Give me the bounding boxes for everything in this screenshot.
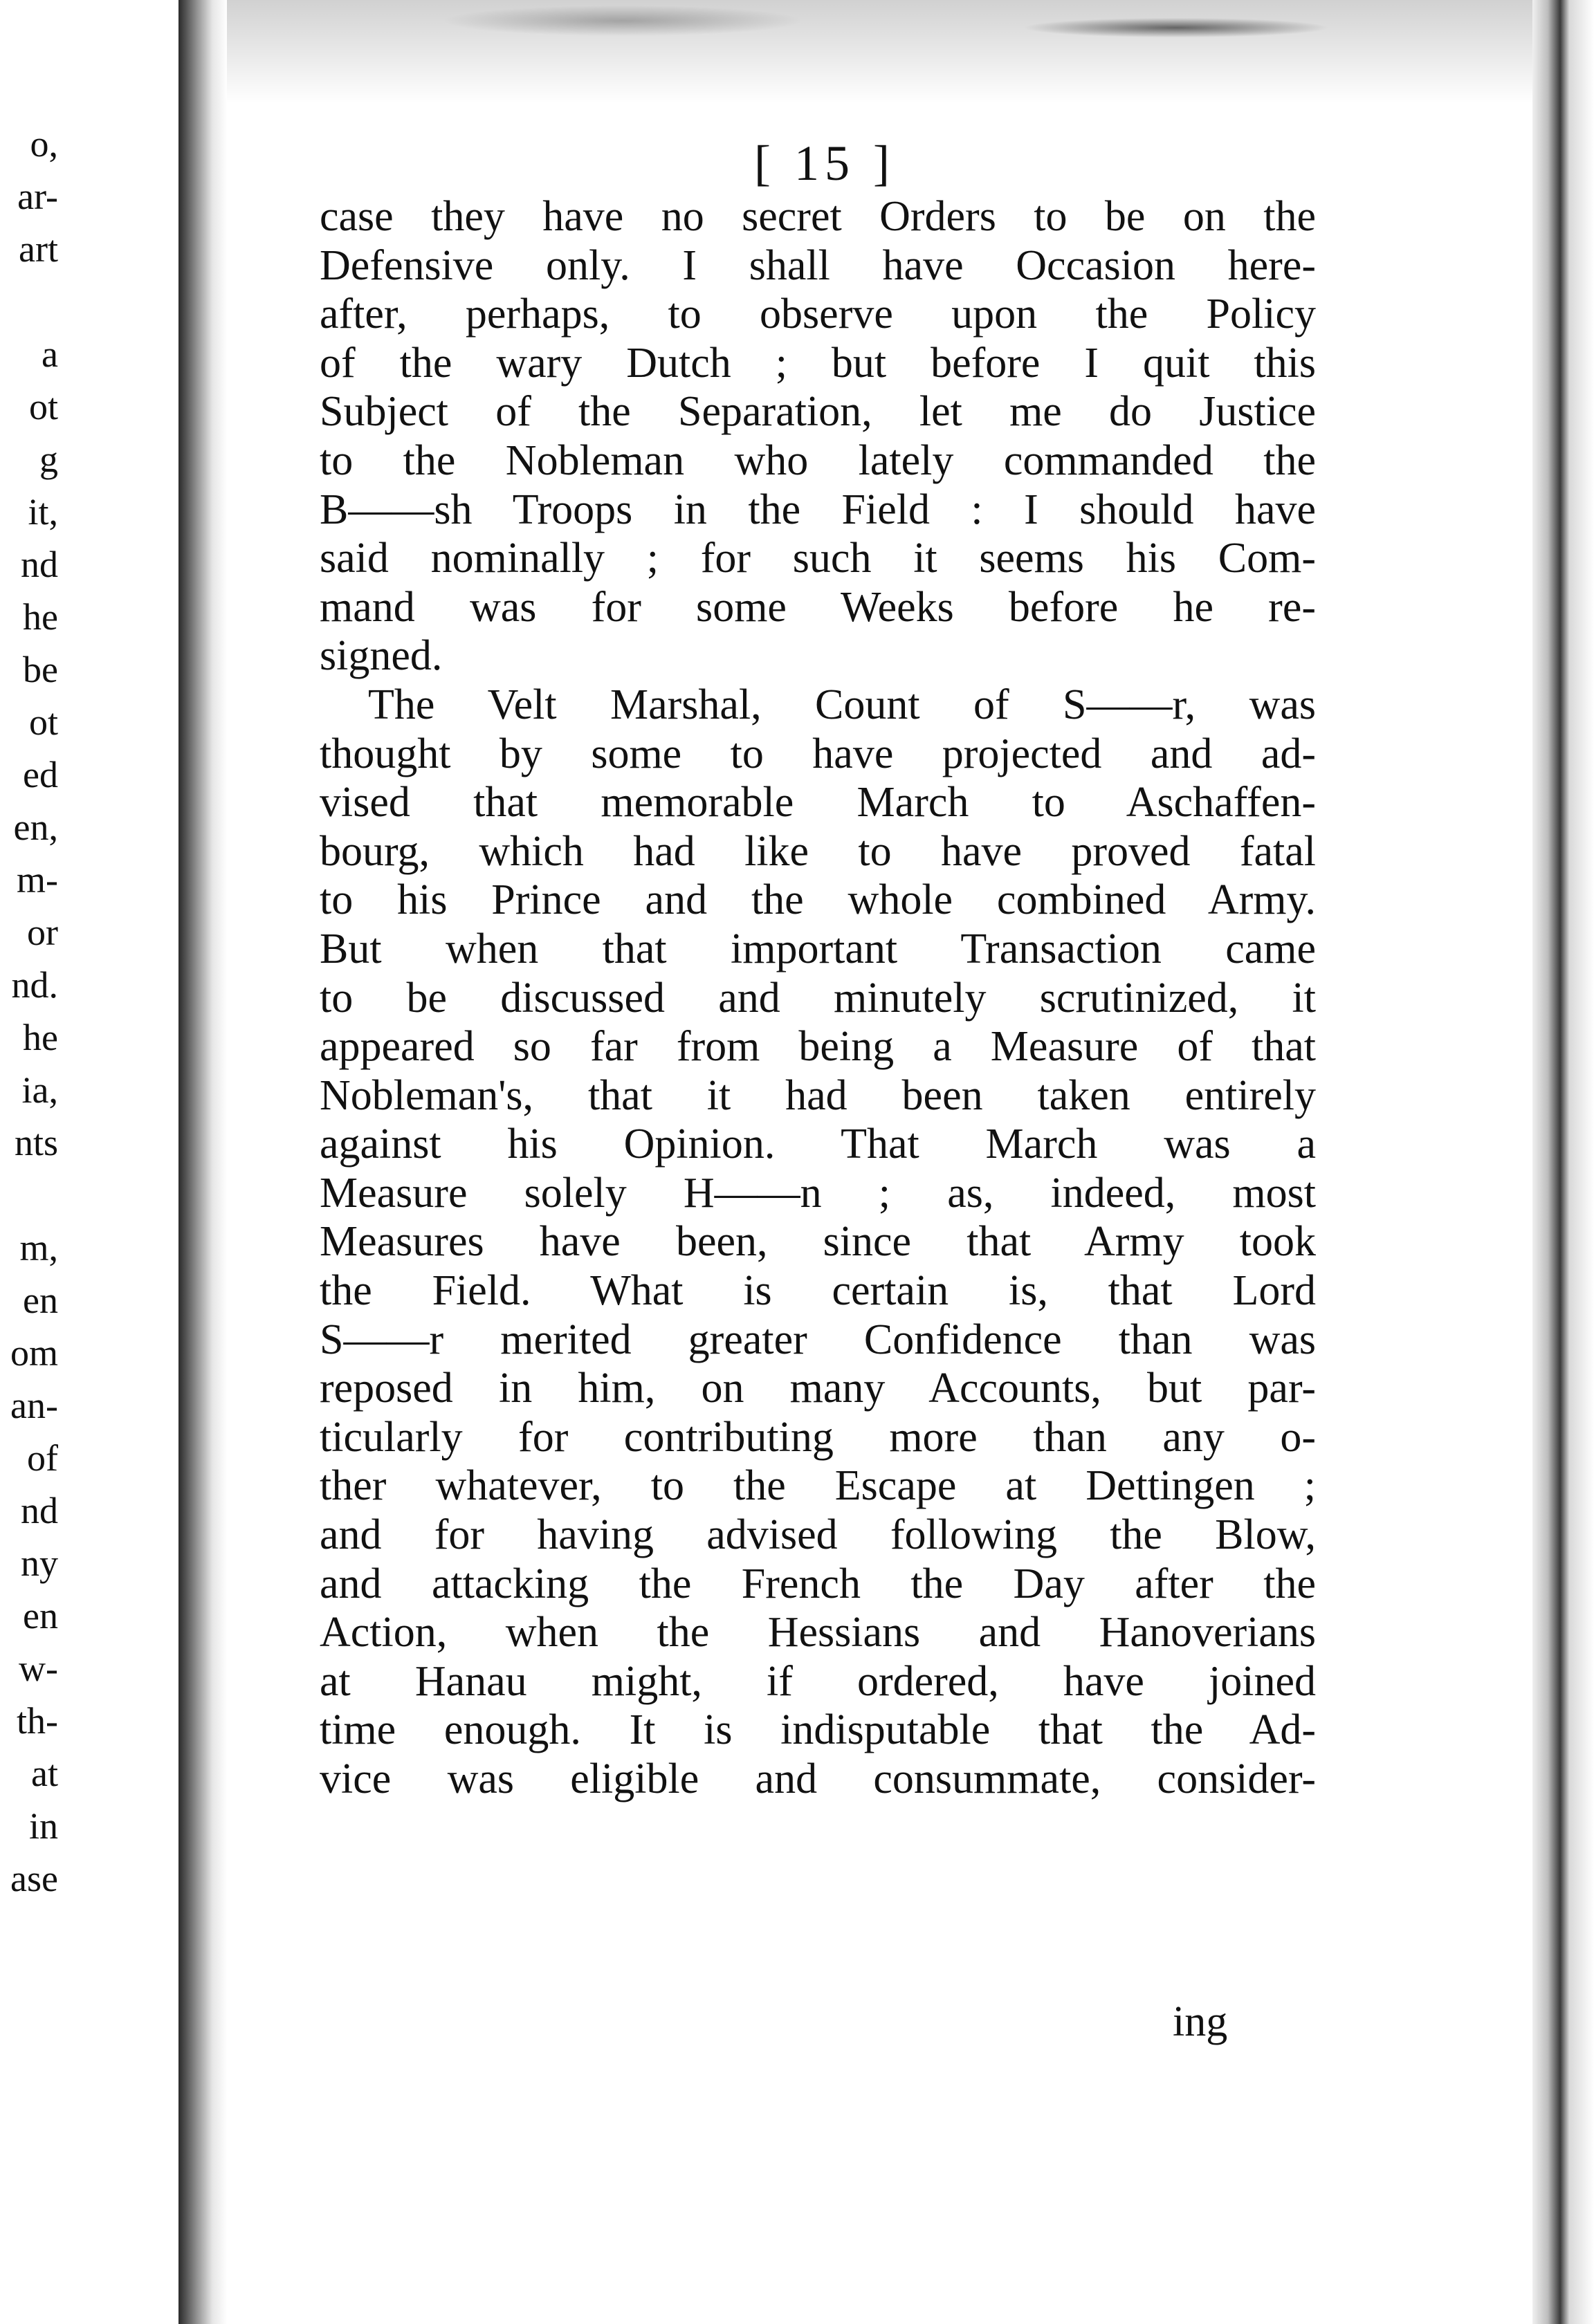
facing-line: ed (23, 754, 58, 795)
facing-line: m- (17, 859, 58, 901)
text-line: S——r merited greater Confidence than was (320, 1316, 1316, 1363)
facing-line: he (23, 596, 58, 638)
text-line: The Velt Marshal, Count of S——r, was (368, 681, 1316, 728)
text-line: to be discussed and minutely scrutinized, it (320, 974, 1316, 1022)
facing-line: at (31, 1753, 58, 1794)
facing-line: nts (14, 1122, 58, 1163)
body-text (320, 192, 1316, 1804)
facing-line: of (27, 1437, 58, 1479)
facing-line: o, (30, 123, 58, 165)
text-line: of the wary Dutch ; but before I quit this (320, 339, 1316, 387)
facing-line: g (39, 439, 58, 480)
facing-line: in (28, 1805, 58, 1847)
facing-line: ia, (21, 1069, 58, 1111)
facing-line: he (23, 1017, 58, 1058)
text-line: after, perhaps, to observe upon the Policy (320, 290, 1316, 338)
text-line: signed. (320, 632, 443, 680)
text-line: against his Opinion. That March was a (320, 1120, 1316, 1168)
facing-line: it, (28, 491, 58, 533)
facing-line: a (42, 333, 58, 375)
facing-line: ase (10, 1858, 58, 1899)
text-line: vised that memorable March to Aschaffen- (320, 779, 1316, 827)
facing-line: ny (21, 1542, 58, 1584)
facing-line: nd (21, 544, 58, 585)
facing-line: m, (19, 1227, 58, 1269)
text-line: to the Nobleman who lately commanded the (320, 436, 1316, 484)
facing-line: nd. (11, 964, 58, 1006)
text-line: and attacking the French the Day after the (320, 1560, 1316, 1607)
facing-line: ot (28, 386, 58, 427)
text-line: vice was eligible and consummate, consider- (320, 1755, 1316, 1802)
text-line: thought by some to have projected and ad- (320, 730, 1316, 777)
facing-line: or (27, 912, 58, 953)
text-line: mand was for some Weeks before he re- (320, 583, 1316, 631)
facing-line: art (19, 228, 58, 270)
text-line: the Field. What is certain is, that Lord (320, 1267, 1316, 1315)
text-line: reposed in him, on many Accounts, but par- (320, 1365, 1316, 1412)
text-line: said nominally ; for such it seems his Com- (320, 535, 1316, 582)
text-line: to his Prince and the whole combined Army. (320, 876, 1316, 924)
text-line: and for having advised following the Blow, (320, 1511, 1316, 1559)
facing-line (0, 275, 69, 328)
page-number: [ 15 ] (754, 136, 895, 191)
text-line: Measure solely H——n ; as, indeed, most (320, 1169, 1316, 1217)
page-edge (1532, 0, 1594, 2324)
text-line: B——sh Troops in the Field : I should have (320, 486, 1316, 533)
text-line: Nobleman's, that it had been taken entirely (320, 1071, 1316, 1119)
facing-line: be (23, 649, 58, 690)
text-line: Subject of the Separation, let me do Justice (320, 388, 1316, 436)
facing-line: om (10, 1332, 58, 1374)
text-line: at Hanau might, if ordered, have joined (320, 1657, 1316, 1705)
facing-line: en, (13, 806, 58, 848)
facing-line: an- (10, 1385, 58, 1426)
facing-page (0, 0, 181, 2324)
text-line: Measures have been, since that Army took (320, 1218, 1316, 1266)
facing-line: en (23, 1595, 58, 1636)
scan-noise-top (0, 0, 1594, 104)
text-line: ticularly for contributing more than any o- (320, 1413, 1316, 1461)
text-line: Defensive only. I shall have Occasion here- (320, 241, 1316, 289)
facing-line: nd (21, 1490, 58, 1531)
facing-page-text (0, 118, 69, 1905)
facing-line: th- (17, 1700, 58, 1742)
text-line: time enough. It is indisputable that the Ad- (320, 1706, 1316, 1754)
text-line: ther whatever, to the Escape at Dettingen ; (320, 1462, 1316, 1510)
facing-line: en (23, 1280, 58, 1321)
catchword: ing (1173, 1998, 1228, 2045)
facing-line (0, 1169, 69, 1221)
facing-line: ar- (17, 176, 58, 217)
text-line: bourg, which had like to have proved fatal (320, 827, 1316, 875)
facing-line: w- (19, 1648, 58, 1689)
text-line: Action, when the Hessians and Hanoverians (320, 1609, 1316, 1657)
book-gutter (178, 0, 227, 2324)
facing-line: ot (28, 701, 58, 743)
text-line: case they have no secret Orders to be on the (320, 193, 1316, 240)
text-line: appeared so far from being a Measure of that (320, 1023, 1316, 1071)
text-line: But when that important Transaction came (320, 925, 1316, 972)
